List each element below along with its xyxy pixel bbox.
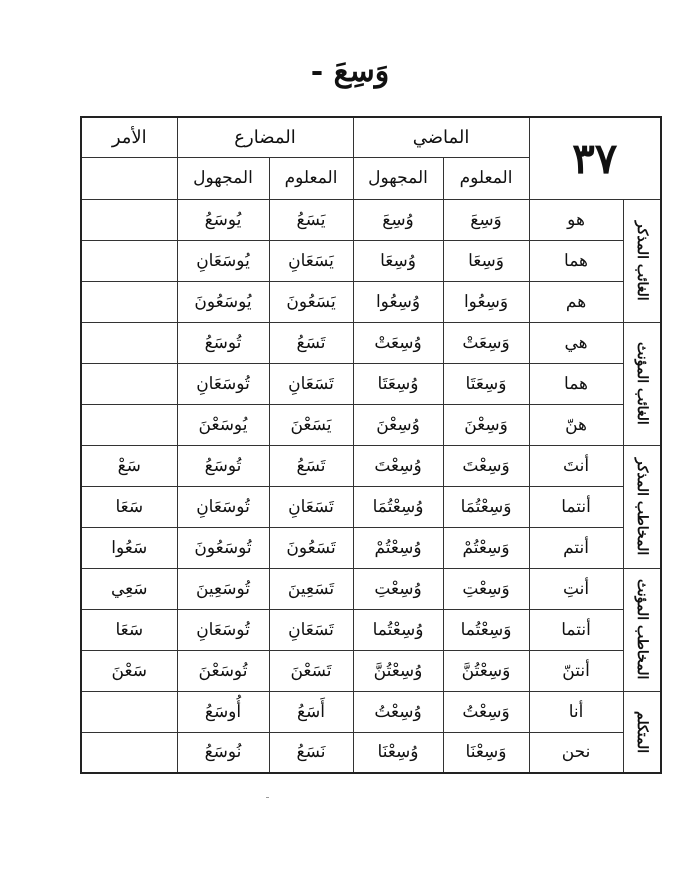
past-passive-cell: وُسِعْنَ [353,404,443,445]
table-row [81,363,661,404]
present-passive-cell: نُوسَعُ [177,732,269,773]
present-passive-cell: تُوسَعُ [177,322,269,363]
present-passive-cell: تُوسَعَانِ [177,363,269,404]
imperative-cell [81,404,177,445]
past-active-cell: وَسِعْنَا [443,732,529,773]
present-active-cell: تَسَعَانِ [269,486,353,527]
person-group-cell [623,322,661,445]
pronoun-cell: هي [529,322,623,363]
pronoun-cell: أنتم [529,527,623,568]
present-passive-cell: يُوسَعُونَ [177,281,269,322]
imperative-cell [81,240,177,281]
past-passive-cell: وُسِعْتُمْ [353,527,443,568]
present-active-cell: يَسَعُونَ [269,281,353,322]
table-row [81,486,661,527]
table-row [81,404,661,445]
pronoun-cell: هما [529,240,623,281]
past-active-cell: وَسِعْتِ [443,568,529,609]
present-active-cell: يَسَعُ [269,199,353,240]
present-active-cell: تَسَعُ [269,445,353,486]
person-group-cell [623,568,661,691]
present-passive-cell: تُوسَعُ [177,445,269,486]
table-row [81,568,661,609]
present-passive-cell: تُوسَعَانِ [177,486,269,527]
table-row [81,322,661,363]
present-passive-cell: يُوسَعَانِ [177,240,269,281]
table-row [81,650,661,691]
header-row-main [81,117,661,157]
person-group-cell [623,691,661,773]
pronoun-cell: أنا [529,691,623,732]
table-row [81,199,661,240]
past-active-cell: وَسِعْتُنَّ [443,650,529,691]
present-passive-cell: يُوسَعُ [177,199,269,240]
imperative-cell [81,691,177,732]
present-passive-cell: تُوسَعَانِ [177,609,269,650]
imperative-header: الأمر [81,117,177,157]
present-active-cell: نَسَعُ [269,732,353,773]
page-number: ٣٧ [572,133,618,183]
present-passive-cell: يُوسَعْنَ [177,404,269,445]
pronoun-cell: هما [529,363,623,404]
person-group-label: المخاطب المؤنث [633,579,650,680]
past-active-cell: وَسِعْتَ [443,445,529,486]
past-passive-cell: وُسِعُوا [353,281,443,322]
past-active-cell: وَسِعْتُمْ [443,527,529,568]
pronoun-cell: أنتما [529,486,623,527]
past-active-cell: وَسِعْتُ [443,691,529,732]
person-group-label: المتكلم [633,710,650,753]
person-group-label: الغائب المؤنث [633,342,650,425]
table-row [81,445,661,486]
past-passive-cell: وُسِعَ [353,199,443,240]
past-passive-cell: وُسِعْتُنَّ [353,650,443,691]
past-passive-cell: وُسِعْتِ [353,568,443,609]
table-row [81,281,661,322]
imperative-cell: سَعَا [81,486,177,527]
present-passive-cell: تُوسَعْنَ [177,650,269,691]
past-passive-cell: وُسِعْتُمَا [353,486,443,527]
past-passive-cell: وُسِعَا [353,240,443,281]
page-number-cell [529,117,661,199]
past-passive-cell: وُسِعْنَا [353,732,443,773]
past-passive-cell: وُسِعْتُ [353,691,443,732]
imperative-cell: سَعُوا [81,527,177,568]
past-passive-cell: وُسِعْتُما [353,609,443,650]
imperative-cell: سَعِي [81,568,177,609]
present-passive-header: المجهول [177,157,269,199]
imperative-cell: سَعْنَ [81,650,177,691]
table-row [81,527,661,568]
present-active-cell: تَسَعْنَ [269,650,353,691]
pronoun-cell: أنتَ [529,445,623,486]
imperative-cell: سَعَا [81,609,177,650]
present-active-cell: تَسَعُ [269,322,353,363]
present-header: المضارع [177,117,353,157]
table-row [81,691,661,732]
person-group-cell [623,199,661,322]
conjugation-table [80,116,662,774]
person-group-label: المخاطب المذكر [633,457,650,556]
past-active-cell: وَسِعْتُمَا [443,486,529,527]
conjugation-body [81,199,661,773]
past-active-cell: وَسِعُوا [443,281,529,322]
imperative-cell [81,732,177,773]
pronoun-cell: أنتِ [529,568,623,609]
past-active-cell: وَسِعَتْ [443,322,529,363]
pronoun-cell: أنتما [529,609,623,650]
table-row [81,609,661,650]
present-active-cell: تَسَعَانِ [269,363,353,404]
present-active-cell: أَسَعُ [269,691,353,732]
present-active-cell: تَسَعُونَ [269,527,353,568]
past-passive-cell: وُسِعَتَا [353,363,443,404]
pronoun-cell: هم [529,281,623,322]
past-active-cell: وَسِعْتُما [443,609,529,650]
table-row [81,240,661,281]
imperative-cell [81,281,177,322]
pronoun-cell: هنّ [529,404,623,445]
scan-speck [266,797,269,798]
pronoun-cell: هو [529,199,623,240]
imperative-cell: سَعْ [81,445,177,486]
table-row [81,732,661,773]
page-title: وَسِعَ - [310,54,390,89]
present-active-cell: تَسَعِينَ [269,568,353,609]
past-active-cell: وَسِعَتَا [443,363,529,404]
past-active-header: المعلوم [443,157,529,199]
person-group-cell [623,445,661,568]
pronoun-cell: أنتنّ [529,650,623,691]
past-active-cell: وَسِعَ [443,199,529,240]
present-active-cell: يَسَعْنَ [269,404,353,445]
imperative-cell [81,363,177,404]
past-header: الماضي [353,117,529,157]
pronoun-cell: نحن [529,732,623,773]
present-passive-cell: أُوسَعُ [177,691,269,732]
imperative-cell [81,199,177,240]
past-passive-cell: وُسِعَتْ [353,322,443,363]
past-active-cell: وَسِعْنَ [443,404,529,445]
person-group-label: الغائب المذكر [633,220,650,301]
past-active-cell: وَسِعَا [443,240,529,281]
present-active-cell: يَسَعَانِ [269,240,353,281]
imperative-cell [81,322,177,363]
present-passive-cell: تُوسَعِينَ [177,568,269,609]
present-active-cell: تَسَعَانِ [269,609,353,650]
past-passive-header: المجهول [353,157,443,199]
present-active-header: المعلوم [269,157,353,199]
present-passive-cell: تُوسَعُونَ [177,527,269,568]
imperative-sub-header [81,157,177,199]
past-passive-cell: وُسِعْتَ [353,445,443,486]
